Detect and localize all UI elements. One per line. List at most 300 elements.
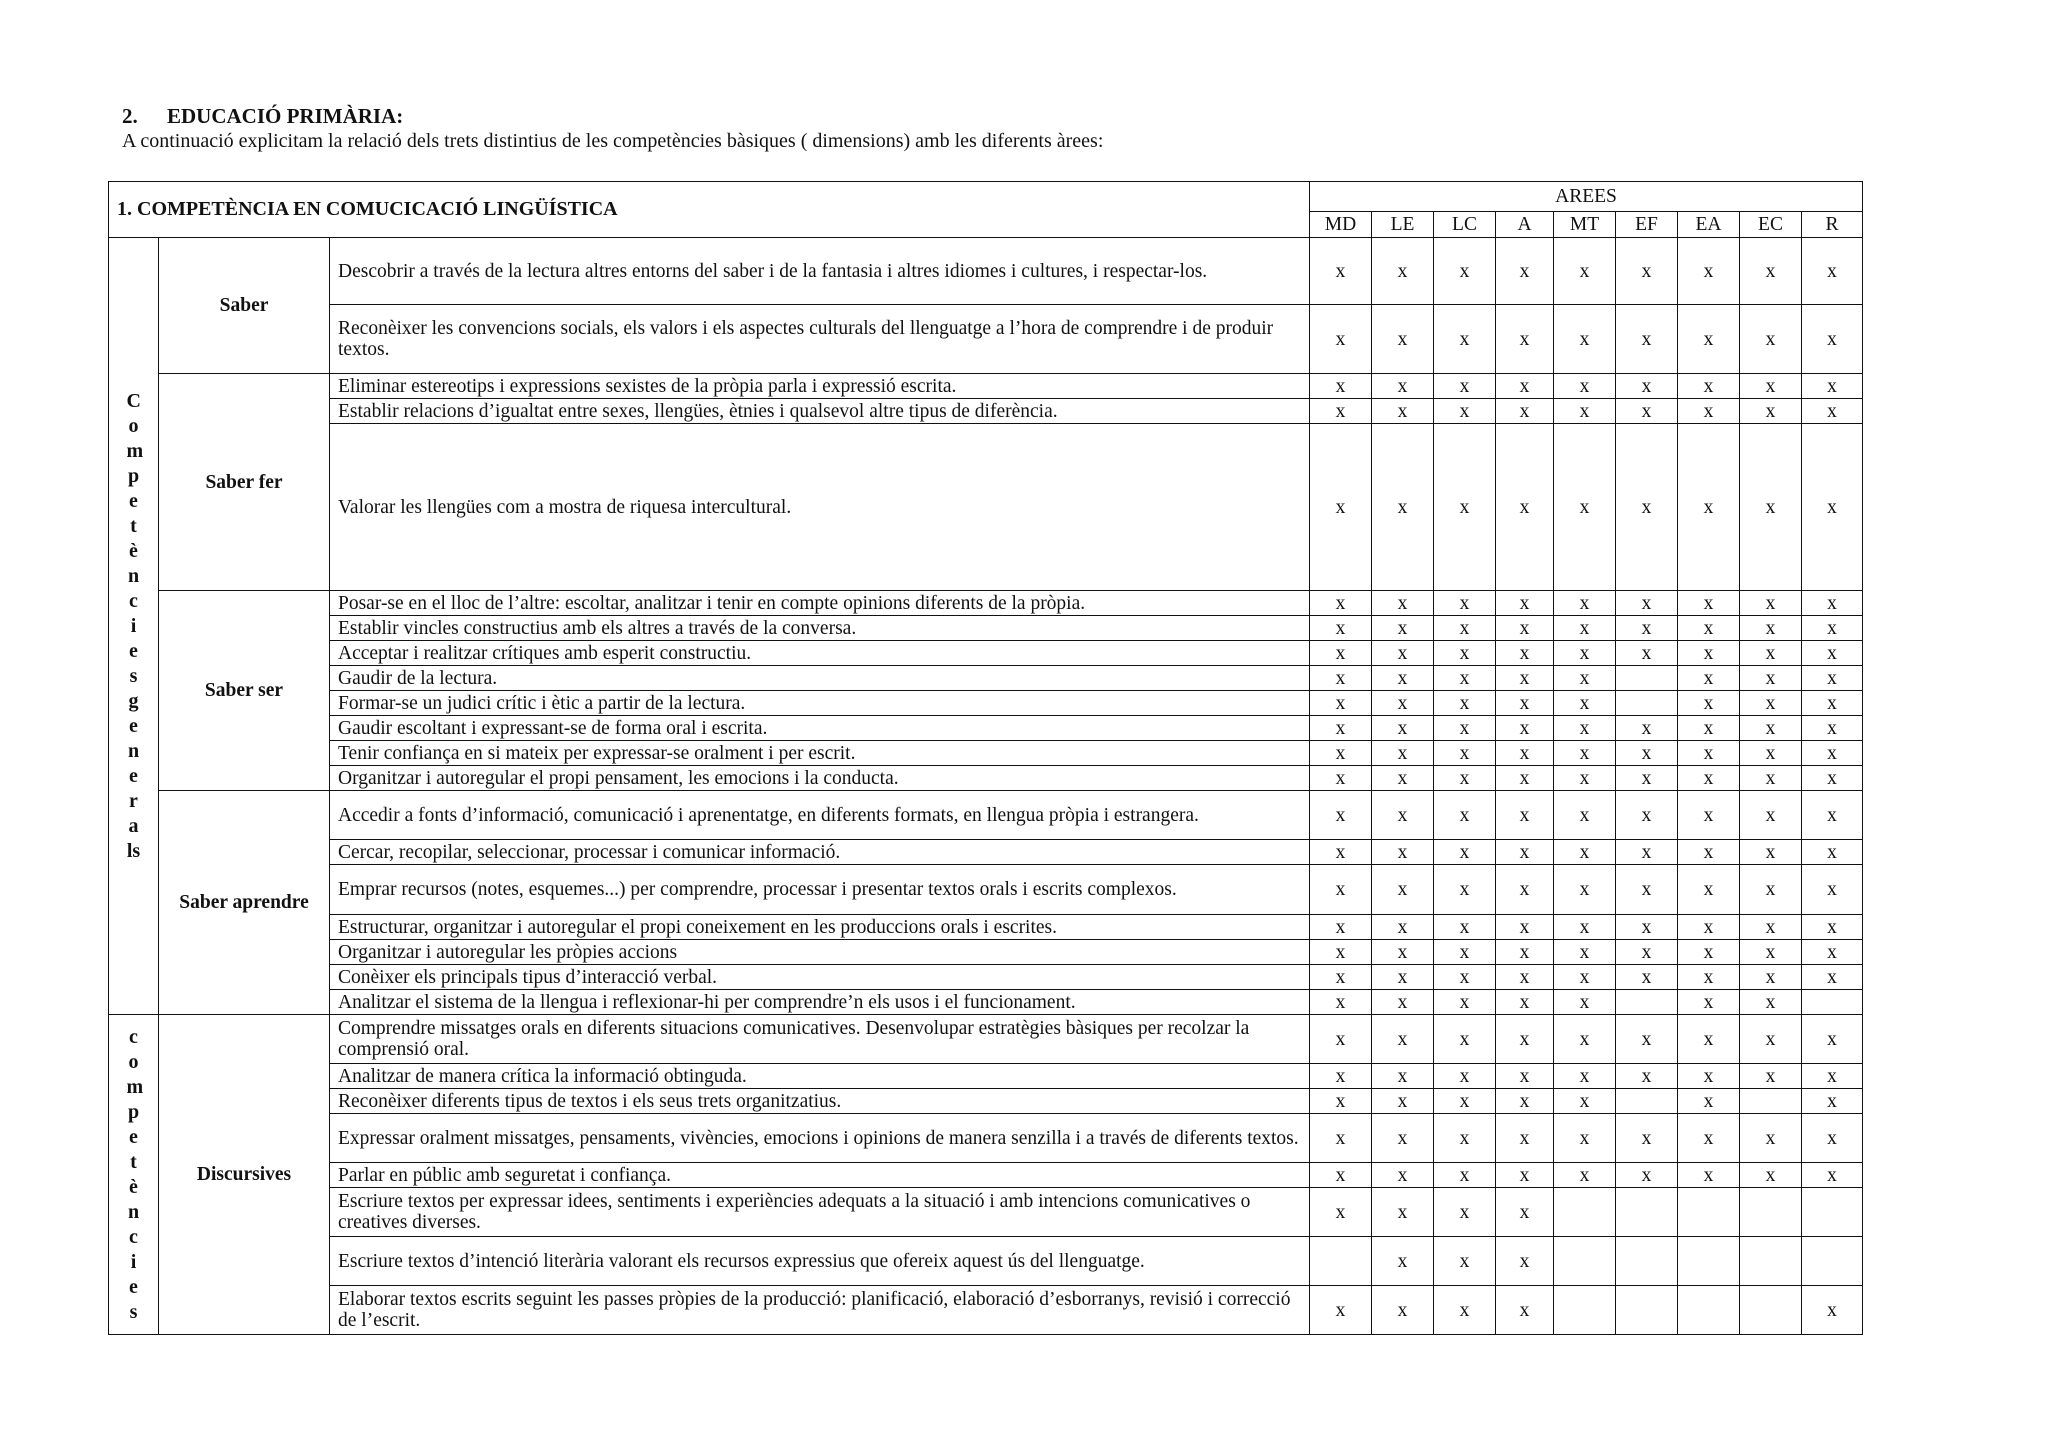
mark-le: x — [1372, 1064, 1434, 1089]
mark-mt: x — [1554, 591, 1616, 616]
mark-ec: x — [1740, 766, 1802, 791]
mark-lc: x — [1434, 305, 1496, 374]
mark-r: x — [1802, 840, 1863, 865]
table-row — [109, 865, 1863, 915]
table-row — [109, 1188, 1863, 1237]
mark-lc: x — [1434, 1015, 1496, 1064]
mark-ea: x — [1678, 1114, 1740, 1163]
mark-ef: x — [1616, 865, 1678, 915]
mark-mt: x — [1554, 691, 1616, 716]
mark-ef: x — [1616, 1064, 1678, 1089]
mark-mt: x — [1554, 716, 1616, 741]
mark-ea: x — [1678, 616, 1740, 641]
mark-ea: x — [1678, 238, 1740, 305]
mark-md: x — [1310, 766, 1372, 791]
mark-ea: x — [1678, 666, 1740, 691]
mark-r: x — [1802, 691, 1863, 716]
mark-ef: x — [1616, 399, 1678, 424]
mark-ec: x — [1740, 791, 1802, 840]
mark-mt: x — [1554, 865, 1616, 915]
mark-mt: x — [1554, 1089, 1616, 1114]
mark-mt: x — [1554, 965, 1616, 990]
mark-a: x — [1496, 940, 1554, 965]
mark-a: x — [1496, 591, 1554, 616]
mark-ef: x — [1616, 915, 1678, 940]
mark-ec: x — [1740, 399, 1802, 424]
mark-a: x — [1496, 691, 1554, 716]
competence-description: Accedir a fonts d’informació, comunicació i aprenentatge, en diferents formats, en llengua pròpia i estrangera. — [330, 791, 1310, 840]
mark-ec: x — [1740, 840, 1802, 865]
mark-ec: x — [1740, 616, 1802, 641]
area-header-mt: MT — [1554, 212, 1616, 238]
mark-ef — [1616, 691, 1678, 716]
mark-a: x — [1496, 1015, 1554, 1064]
table-row — [109, 840, 1863, 865]
mark-lc: x — [1434, 616, 1496, 641]
mark-le: x — [1372, 1163, 1434, 1188]
mark-md: x — [1310, 990, 1372, 1015]
mark-ea: x — [1678, 940, 1740, 965]
mark-md: x — [1310, 1114, 1372, 1163]
mark-ea: x — [1678, 399, 1740, 424]
competence-description: Descobrir a través de la lectura altres entorns del saber i de la fantasia i altres idiomes i cultures, i respectar-los. — [330, 238, 1310, 305]
competence-description: Establir relacions d’igualtat entre sexes, llengües, ètnies i qualsevol altre tipus de diferència. — [330, 399, 1310, 424]
mark-lc: x — [1434, 591, 1496, 616]
mark-mt: x — [1554, 766, 1616, 791]
mark-ec: x — [1740, 990, 1802, 1015]
area-header-ea: EA — [1678, 212, 1740, 238]
mark-le: x — [1372, 965, 1434, 990]
mark-ec: x — [1740, 305, 1802, 374]
mark-lc: x — [1434, 766, 1496, 791]
competence-description: Valorar les llengües com a mostra de riquesa intercultural. — [330, 424, 1310, 591]
mark-r: x — [1802, 399, 1863, 424]
mark-ef: x — [1616, 766, 1678, 791]
group-label: Discursives — [159, 1015, 330, 1335]
competence-description: Analitzar el sistema de la llengua i reflexionar-hi per comprendre’n els usos i el funcionament. — [330, 990, 1310, 1015]
mark-a: x — [1496, 990, 1554, 1015]
mark-r: x — [1802, 374, 1863, 399]
mark-ef: x — [1616, 616, 1678, 641]
mark-le: x — [1372, 840, 1434, 865]
competence-description: Reconèixer diferents tipus de textos i els seus trets organitzatius. — [330, 1089, 1310, 1114]
mark-md: x — [1310, 1089, 1372, 1114]
mark-lc: x — [1434, 791, 1496, 840]
mark-r — [1802, 990, 1863, 1015]
mark-a: x — [1496, 791, 1554, 840]
table-row — [109, 965, 1863, 990]
mark-le: x — [1372, 374, 1434, 399]
mark-a: x — [1496, 716, 1554, 741]
table-row — [109, 641, 1863, 666]
table-row — [109, 1286, 1863, 1335]
mark-r: x — [1802, 766, 1863, 791]
competence-description: Gaudir de la lectura. — [330, 666, 1310, 691]
mark-ea — [1678, 1286, 1740, 1335]
mark-ea: x — [1678, 374, 1740, 399]
mark-md: x — [1310, 791, 1372, 840]
mark-lc: x — [1434, 1286, 1496, 1335]
mark-ec — [1740, 1286, 1802, 1335]
table-row — [109, 691, 1863, 716]
table-row — [109, 616, 1863, 641]
mark-ec: x — [1740, 641, 1802, 666]
mark-lc: x — [1434, 1237, 1496, 1286]
mark-lc: x — [1434, 424, 1496, 591]
mark-ef: x — [1616, 716, 1678, 741]
table-row — [109, 1237, 1863, 1286]
mark-ec: x — [1740, 940, 1802, 965]
mark-lc: x — [1434, 741, 1496, 766]
mark-ea: x — [1678, 1089, 1740, 1114]
competence-description: Emprar recursos (notes, esquemes...) per comprendre, processar i presentar textos orals i escrits complexos. — [330, 865, 1310, 915]
mark-ef: x — [1616, 424, 1678, 591]
mark-le: x — [1372, 616, 1434, 641]
mark-le: x — [1372, 940, 1434, 965]
mark-le: x — [1372, 238, 1434, 305]
mark-r: x — [1802, 424, 1863, 591]
mark-ef: x — [1616, 791, 1678, 840]
mark-ea: x — [1678, 1015, 1740, 1064]
table-row — [109, 305, 1863, 374]
mark-ef — [1616, 1188, 1678, 1237]
mark-ec: x — [1740, 238, 1802, 305]
competence-description: Estructurar, organitzar i autoregular el propi coneixement en les produccions orals i escrites. — [330, 915, 1310, 940]
mark-md: x — [1310, 616, 1372, 641]
mark-a: x — [1496, 741, 1554, 766]
mark-md: x — [1310, 641, 1372, 666]
mark-le: x — [1372, 691, 1434, 716]
competence-table — [108, 181, 1863, 1335]
mark-ea: x — [1678, 840, 1740, 865]
mark-a: x — [1496, 1064, 1554, 1089]
mark-le: x — [1372, 766, 1434, 791]
mark-r: x — [1802, 741, 1863, 766]
area-header-r: R — [1802, 212, 1863, 238]
mark-ec: x — [1740, 374, 1802, 399]
mark-lc: x — [1434, 840, 1496, 865]
mark-a: x — [1496, 374, 1554, 399]
mark-a: x — [1496, 666, 1554, 691]
mark-r: x — [1802, 1286, 1863, 1335]
mark-r: x — [1802, 791, 1863, 840]
group-label: Saber ser — [159, 591, 330, 791]
mark-ef: x — [1616, 965, 1678, 990]
group-label: Saber — [159, 238, 330, 374]
mark-lc: x — [1434, 666, 1496, 691]
competence-description: Formar-se un judici crític i ètic a partir de la lectura. — [330, 691, 1310, 716]
mark-le: x — [1372, 305, 1434, 374]
mark-r: x — [1802, 1114, 1863, 1163]
mark-ef: x — [1616, 238, 1678, 305]
area-header-md: MD — [1310, 212, 1372, 238]
mark-r: x — [1802, 965, 1863, 990]
mark-r: x — [1802, 716, 1863, 741]
mark-a: x — [1496, 1114, 1554, 1163]
mark-mt: x — [1554, 616, 1616, 641]
mark-r: x — [1802, 238, 1863, 305]
mark-ea: x — [1678, 990, 1740, 1015]
mark-lc: x — [1434, 940, 1496, 965]
mark-r — [1802, 1237, 1863, 1286]
mark-le: x — [1372, 791, 1434, 840]
mark-ef: x — [1616, 840, 1678, 865]
mark-ea: x — [1678, 716, 1740, 741]
competence-description: Organitzar i autoregular les pròpies accions — [330, 940, 1310, 965]
mark-mt: x — [1554, 840, 1616, 865]
mark-ec — [1740, 1237, 1802, 1286]
mark-r: x — [1802, 915, 1863, 940]
table-row — [109, 1089, 1863, 1114]
mark-mt — [1554, 1286, 1616, 1335]
mark-le: x — [1372, 1114, 1434, 1163]
mark-ea: x — [1678, 965, 1740, 990]
mark-lc: x — [1434, 716, 1496, 741]
mark-a: x — [1496, 965, 1554, 990]
mark-le: x — [1372, 1089, 1434, 1114]
table-row — [109, 940, 1863, 965]
mark-r: x — [1802, 1089, 1863, 1114]
section-label-0 — [109, 238, 159, 1015]
mark-mt: x — [1554, 238, 1616, 305]
mark-r: x — [1802, 1064, 1863, 1089]
mark-ea: x — [1678, 1064, 1740, 1089]
mark-md: x — [1310, 666, 1372, 691]
mark-ea: x — [1678, 691, 1740, 716]
section-number: 2. — [122, 104, 138, 128]
mark-lc: x — [1434, 1064, 1496, 1089]
mark-r: x — [1802, 305, 1863, 374]
mark-ef: x — [1616, 940, 1678, 965]
area-header-ef: EF — [1616, 212, 1678, 238]
mark-ec: x — [1740, 716, 1802, 741]
mark-md: x — [1310, 865, 1372, 915]
mark-lc: x — [1434, 1163, 1496, 1188]
mark-ef — [1616, 1237, 1678, 1286]
mark-ef: x — [1616, 305, 1678, 374]
mark-md: x — [1310, 965, 1372, 990]
mark-md — [1310, 1237, 1372, 1286]
mark-mt: x — [1554, 990, 1616, 1015]
competence-description: Escriure textos d’intenció literària valorant els recursos expressius que ofereix aquest ús del llenguatge. — [330, 1237, 1310, 1286]
competence-description: Elaborar textos escrits seguint les passes pròpies de la producció: planificació, elaboració d’esborranys, revisió i correcció de l’escrit. — [330, 1286, 1310, 1335]
mark-ea: x — [1678, 641, 1740, 666]
mark-a: x — [1496, 840, 1554, 865]
mark-ef — [1616, 1089, 1678, 1114]
table-row — [109, 1064, 1863, 1089]
mark-ea: x — [1678, 591, 1740, 616]
mark-ea: x — [1678, 424, 1740, 591]
competence-description: Parlar en públic amb seguretat i confiança. — [330, 1163, 1310, 1188]
mark-lc: x — [1434, 238, 1496, 305]
mark-le: x — [1372, 1188, 1434, 1237]
mark-r: x — [1802, 591, 1863, 616]
table-row — [109, 666, 1863, 691]
mark-md: x — [1310, 1163, 1372, 1188]
mark-md: x — [1310, 1015, 1372, 1064]
mark-le: x — [1372, 1286, 1434, 1335]
mark-ea: x — [1678, 865, 1740, 915]
mark-lc: x — [1434, 1089, 1496, 1114]
mark-lc: x — [1434, 990, 1496, 1015]
mark-mt — [1554, 1188, 1616, 1237]
mark-md: x — [1310, 741, 1372, 766]
mark-ea: x — [1678, 915, 1740, 940]
mark-ec: x — [1740, 1163, 1802, 1188]
mark-r: x — [1802, 865, 1863, 915]
competence-description: Reconèixer les convencions socials, els valors i els aspectes culturals del llenguatge a l’hora de comprendre i de produir textos. — [330, 305, 1310, 374]
mark-md: x — [1310, 1064, 1372, 1089]
mark-lc: x — [1434, 915, 1496, 940]
mark-ec — [1740, 1188, 1802, 1237]
mark-lc: x — [1434, 1188, 1496, 1237]
intro-text: A continuació explicitam la relació dels trets distintius de les competències bàsiques ( dimensions) amb les diferents àrees: — [122, 130, 1104, 152]
area-header-lc: LC — [1434, 212, 1496, 238]
mark-a: x — [1496, 616, 1554, 641]
section-label-text: Competències generals — [126, 389, 144, 862]
competence-description: Comprendre missatges orals en diferents situacions comunicatives. Desenvolupar estratègies bàsiques per recolzar la comprensió oral. — [330, 1015, 1310, 1064]
table-row — [109, 741, 1863, 766]
area-header-a: A — [1496, 212, 1554, 238]
mark-le: x — [1372, 915, 1434, 940]
mark-mt: x — [1554, 791, 1616, 840]
competence-description: Acceptar i realitzar crítiques amb esperit constructiu. — [330, 641, 1310, 666]
mark-lc: x — [1434, 865, 1496, 915]
competence-description: Organitzar i autoregular el propi pensament, les emocions i la conducta. — [330, 766, 1310, 791]
mark-a: x — [1496, 305, 1554, 374]
mark-ec: x — [1740, 1114, 1802, 1163]
mark-ef: x — [1616, 374, 1678, 399]
competence-description: Posar-se en el lloc de l’altre: escoltar, analitzar i tenir en compte opinions diferents de la pròpia. — [330, 591, 1310, 616]
mark-a: x — [1496, 915, 1554, 940]
mark-a: x — [1496, 1188, 1554, 1237]
mark-lc: x — [1434, 1114, 1496, 1163]
mark-r: x — [1802, 940, 1863, 965]
mark-lc: x — [1434, 641, 1496, 666]
area-header-ec: EC — [1740, 212, 1802, 238]
mark-le: x — [1372, 424, 1434, 591]
mark-a: x — [1496, 1237, 1554, 1286]
mark-mt: x — [1554, 1114, 1616, 1163]
mark-md: x — [1310, 915, 1372, 940]
mark-r: x — [1802, 666, 1863, 691]
competence-description: Analitzar de manera crítica la informació obtinguda. — [330, 1064, 1310, 1089]
mark-ef — [1616, 990, 1678, 1015]
competence-description: Gaudir escoltant i expressant-se de forma oral i escrita. — [330, 716, 1310, 741]
mark-ec: x — [1740, 591, 1802, 616]
table-row — [109, 591, 1863, 616]
mark-md: x — [1310, 691, 1372, 716]
mark-ef: x — [1616, 1015, 1678, 1064]
mark-le: x — [1372, 1237, 1434, 1286]
mark-ea: x — [1678, 791, 1740, 840]
table-row — [109, 716, 1863, 741]
mark-ef: x — [1616, 591, 1678, 616]
mark-r — [1802, 1188, 1863, 1237]
group-label: Saber fer — [159, 374, 330, 591]
competence-description: Eliminar estereotips i expressions sexistes de la pròpia parla i expressió escrita. — [330, 374, 1310, 399]
mark-ea: x — [1678, 741, 1740, 766]
mark-le: x — [1372, 591, 1434, 616]
table-row — [109, 915, 1863, 940]
mark-ec: x — [1740, 1064, 1802, 1089]
competence-description: Conèixer els principals tipus d’interacció verbal. — [330, 965, 1310, 990]
mark-a: x — [1496, 766, 1554, 791]
mark-le: x — [1372, 990, 1434, 1015]
mark-le: x — [1372, 865, 1434, 915]
mark-md: x — [1310, 238, 1372, 305]
mark-md: x — [1310, 374, 1372, 399]
mark-lc: x — [1434, 691, 1496, 716]
mark-mt: x — [1554, 305, 1616, 374]
mark-a: x — [1496, 1163, 1554, 1188]
mark-mt: x — [1554, 399, 1616, 424]
table-row — [109, 766, 1863, 791]
mark-le: x — [1372, 641, 1434, 666]
mark-mt: x — [1554, 940, 1616, 965]
mark-le: x — [1372, 741, 1434, 766]
mark-mt: x — [1554, 641, 1616, 666]
competence-description: Tenir confiança en si mateix per expressar-se oralment i per escrit. — [330, 741, 1310, 766]
area-header-le: LE — [1372, 212, 1434, 238]
mark-a: x — [1496, 399, 1554, 424]
competence-description: Cercar, recopilar, seleccionar, processar i comunicar informació. — [330, 840, 1310, 865]
mark-a: x — [1496, 1089, 1554, 1114]
mark-ea: x — [1678, 1163, 1740, 1188]
areas-header: AREES — [1310, 182, 1863, 212]
mark-le: x — [1372, 666, 1434, 691]
competence-description: Expressar oralment missatges, pensaments, vivències, emocions i opinions de manera senzilla i a través de diferents textos. — [330, 1114, 1310, 1163]
mark-ef: x — [1616, 1163, 1678, 1188]
mark-ea — [1678, 1188, 1740, 1237]
section-heading — [122, 104, 403, 129]
mark-le: x — [1372, 399, 1434, 424]
mark-r: x — [1802, 1015, 1863, 1064]
table-row — [109, 238, 1863, 305]
mark-md: x — [1310, 1286, 1372, 1335]
section-title: EDUCACIÓ PRIMÀRIA: — [167, 104, 404, 128]
competence-description: Escriure textos per expressar idees, sentiments i experiències adequats a la situació i amb intencions comunicatives o creatives diverses. — [330, 1188, 1310, 1237]
mark-mt: x — [1554, 1163, 1616, 1188]
mark-ef: x — [1616, 641, 1678, 666]
mark-ec: x — [1740, 965, 1802, 990]
table-row — [109, 399, 1863, 424]
mark-a: x — [1496, 424, 1554, 591]
mark-ea — [1678, 1237, 1740, 1286]
mark-mt: x — [1554, 1015, 1616, 1064]
mark-r: x — [1802, 641, 1863, 666]
mark-mt: x — [1554, 741, 1616, 766]
mark-md: x — [1310, 840, 1372, 865]
table-row — [109, 990, 1863, 1015]
table-row — [109, 424, 1863, 591]
mark-a: x — [1496, 641, 1554, 666]
mark-ec: x — [1740, 1015, 1802, 1064]
table-row — [109, 1114, 1863, 1163]
mark-ef — [1616, 1286, 1678, 1335]
mark-mt: x — [1554, 915, 1616, 940]
mark-ec: x — [1740, 915, 1802, 940]
mark-le: x — [1372, 716, 1434, 741]
mark-a: x — [1496, 238, 1554, 305]
mark-md: x — [1310, 399, 1372, 424]
mark-r: x — [1802, 1163, 1863, 1188]
mark-ec: x — [1740, 666, 1802, 691]
mark-ea: x — [1678, 305, 1740, 374]
mark-ef: x — [1616, 741, 1678, 766]
mark-ec: x — [1740, 865, 1802, 915]
table-row — [109, 374, 1863, 399]
